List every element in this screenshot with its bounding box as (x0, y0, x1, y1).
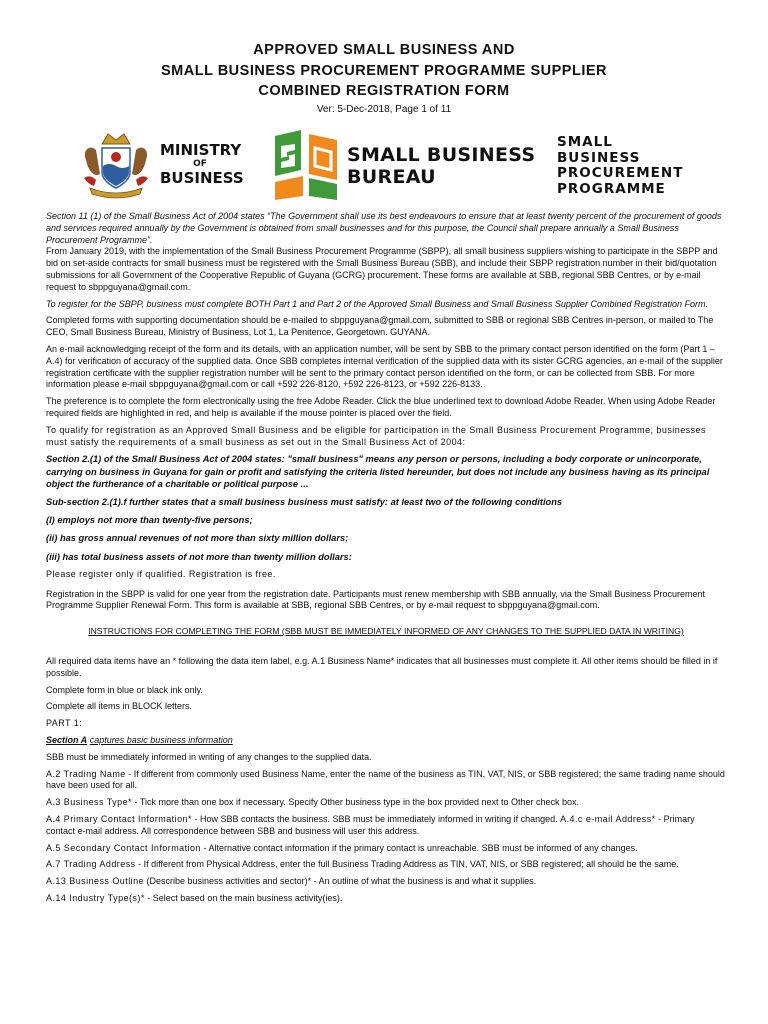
ministry-of-business-wordmark (160, 141, 244, 187)
paragraph-adobe-reader: The preference is to complete the form electronically using the free Adobe Reader. Click the blue underlined text to download Adobe Reader. When using Adobe Reader required fields are highlighted in red, and help is available if the mouse pointer is placed over the field. (46, 396, 716, 418)
instructions-heading: INSTRUCTIONS FOR COMPLETING THE FORM (SBB MUST BE IMMEDIATELY INFORMED OF ANY CHANGES TO THE SUPPLIED DATA IN WRITING) (88, 626, 684, 637)
ministry-line-3: BUSINESS (160, 169, 244, 187)
item-a4c-label: A.4.c e-mail Address* (560, 813, 656, 824)
item-a7 (46, 859, 726, 871)
section-a-description: captures basic business information (89, 734, 233, 745)
item-a2 (46, 769, 726, 793)
paragraph-renewal: Registration in the SBPP is valid for one year from the registration date. Participants must renew membership with SBB annually, via the Small Business Procurement Programme Supplier Renewal Form. This form is available at SBB, regional SBB Centres, or by e-mail request to sbppguyana@gmail.com. (46, 588, 705, 611)
paragraph-acknowledgement: An e-mail acknowledging receipt of the form and its details, with an application number, will be sent by SBB to the primary contact person identified on the form (Part 1 – A.4) for verification of accuracy of the supplied data. Once SBB completes internal verification of the supplied data with its sister GCRG agencies, an e-mail of the supplier registration certificate with the supplier registration number will be sent to the primary contact person identified on the form, or can be collected from SBB. For more information please e-mail sbppguyana@gmail.com or call +592 226-8120, +592 226-8123, or +592 226-8133. (46, 343, 723, 390)
paragraph-act-section-11: Section 11 (1) of the Small Business Act of 2004 states “The Government shall use its best endeavours to ensure that at least twenty percent of the procurement of goods and services required annually by the Government is obtained from small businesses and for this purpose, the Council shall prepare annually a Small Business Procurement Programme”. (46, 211, 722, 245)
item-a13 (46, 876, 726, 888)
sbpp-line-3: PROCUREMENT (557, 165, 684, 181)
item-a5 (46, 843, 726, 855)
paragraph-submission: Completed forms with supporting documentation should be e-mailed to sbppguyana@gmail.com, submitted to SBB or regional SBB Centres in-person, or mailed to The CEO, Small Business Bureau, Ministry of Business, Lot 1, La Penitence, Georgetown. GUYANA. (46, 315, 714, 338)
item-a13-label: A.13 Business Outline (46, 876, 144, 887)
instruction-block-letters: Complete all items in BLOCK letters. (46, 701, 193, 712)
paragraph-register-instructions: To register for the SBPP, business must complete BOTH Part 1 and Part 2 of the Approved Small Business and Small Business Supplier Combined Registration Form. (46, 298, 708, 309)
title-line-3: COMBINED REGISTRATION FORM (258, 83, 510, 99)
item-a3 (46, 797, 726, 809)
section-a-heading (46, 735, 726, 747)
sbb-logo-icon (273, 130, 339, 200)
item-a13-text: (Describe business activities and sector)* - An outline of what the business is and what it supplies. (144, 876, 537, 887)
item-a14-label: A.14 Industry Type(s)* (46, 892, 145, 903)
item-a14 (46, 893, 726, 905)
item-a3-text: - Tick more than one box if necessary. Specify Other business type in the box provided next to Other check box. (131, 797, 580, 808)
item-a3-label: A.3 Business Type* (46, 797, 132, 808)
paragraph-subsection: Sub-section 2.(1).f further states that a small business business must satisfy: at least two of the following conditions (46, 496, 563, 507)
title-line-2: SMALL BUSINESS PROCUREMENT PROGRAMME SUPPLIER (161, 63, 607, 79)
condition-2: (ii) has gross annual revenues of not more than sixty million dollars; (46, 533, 349, 544)
paragraph-register-if-qualified: Please register only if qualified. Registration is free. (46, 568, 276, 579)
item-a2-text: - If different from commonly used Business Name, enter the name of the business as TIN, VAT, NIS, or SBB registered; the same trading name should have been used for all. (46, 768, 725, 791)
sbb-wordmark (347, 144, 535, 188)
item-a7-text: - If different from Physical Address, enter the full Business Trading Address as TIN, VAT, NIS, or SBB registered; all should be the same. (135, 859, 679, 870)
item-a4-label: A.4 Primary Contact Information* (46, 813, 192, 824)
item-a14-text: - Select based on the main business activity(ies). (144, 892, 343, 903)
instruction-ink: Complete form in blue or black ink only. (46, 684, 203, 695)
document-body (46, 211, 726, 910)
item-a5-label: A.5 Secondary Contact Information (46, 842, 201, 853)
guyana-coat-of-arms-icon (80, 130, 152, 202)
paragraph-qualify: To qualify for registration as an Approved Small Business and be eligible for participation in the Small Business Procurement Programme, businesses must satisfy the requirements of a small business as set out in the Small Business Act of 2004: (46, 424, 706, 447)
paragraph-section-2-1: Section 2.(1) of the Small Business Act of 2004 states: "small business" means any person or persons, including a body corporate or unincorporate, carrying on business in Guyana for gain or profit and satisfying the criteria listed hereunder, but does not include any business having as its principal object the furtherance of a charitable or political purpose ... (46, 454, 710, 489)
title-line-1: APPROVED SMALL BUSINESS AND (253, 42, 515, 58)
instruction-changes: SBB must be immediately informed in writing of any changes to the supplied data. (46, 751, 372, 762)
instruction-required-items: All required data items have an * following the data item label, e.g. A.1 Business Name* indicates that all businesses must complete it. All other items should be filled in if possible. (46, 655, 718, 678)
version-line: Ver: 5-Dec-2018, Page 1 of 11 (316, 104, 452, 115)
sbpp-line-2: BUSINESS (557, 149, 641, 166)
ministry-line-1: MINISTRY (160, 141, 242, 159)
item-a2-label: A.2 Trading Name (46, 768, 126, 779)
part-1-heading: PART 1: (46, 718, 83, 729)
condition-3: (iii) has total business assets of not more than twenty million dollars: (46, 551, 352, 562)
item-a4c-text: - Primary contact e-mail address. All correspondence between SBB and business will user this address. (46, 813, 695, 836)
sbpp-wordmark (557, 135, 683, 197)
section-a-label: Section A (46, 734, 88, 745)
sbb-line-2: BUREAU (347, 166, 436, 188)
sbb-line-1: SMALL BUSINESS (347, 144, 536, 166)
item-a5-text: - Alternative contact information if the primary contact is unreachable. SBB must be informed of any changes. (200, 842, 638, 853)
sbpp-line-1: SMALL (557, 134, 613, 150)
logo-banner (80, 130, 720, 205)
item-a7-label: A.7 Trading Address (46, 859, 136, 870)
sbpp-line-4: PROGRAMME (557, 180, 666, 197)
item-a4-text: - How SBB contacts the business. SBB must be immediately informed in writing if changed. (191, 813, 561, 824)
condition-1: (I) employs not more than twenty-five persons; (46, 515, 253, 526)
paragraph-sbpp-implementation: From January 2019, with the implementation of the Small Business Procurement Programme (SBPP), all small business suppliers wishing to participate in the SBPP and bid on set-aside contracts for small business must be registered with the Small Business Bureau (SBB), and include their SBPP registration number in their bid/quotation submissions for all Government of the Cooperative Republic of Guyana (GCRG) procurement. These forms are available at SBB, regional SBB Centres, or by e-mail request to sbppguyana@gmail.com. (46, 246, 718, 292)
item-a4 (46, 814, 726, 838)
ministry-of: OF (193, 159, 207, 169)
